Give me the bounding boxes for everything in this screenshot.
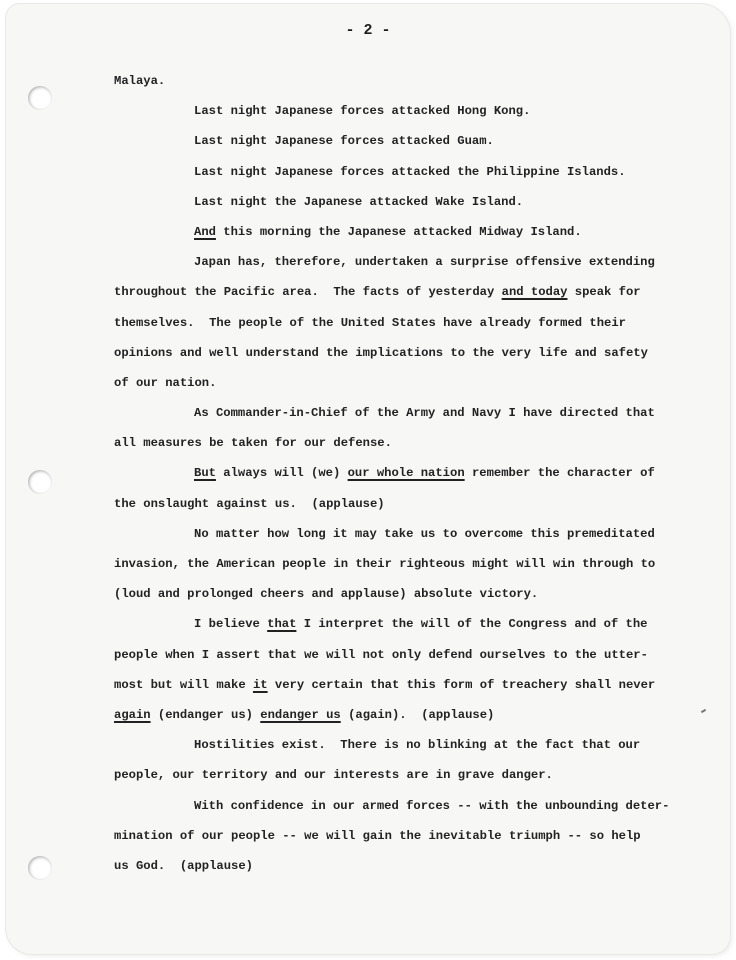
text-line <box>114 519 704 549</box>
text-segment: Last night Japanese forces attacked the Philippine Islands. <box>194 164 626 179</box>
text-segment: of our nation. <box>114 375 217 390</box>
page-number: - 2 - <box>345 22 391 39</box>
text-segment: (again). (applause) <box>340 707 495 722</box>
text-line <box>114 458 704 488</box>
underlined-text: again <box>114 707 151 722</box>
text-line <box>114 187 704 217</box>
underlined-text: endanger us <box>260 707 341 722</box>
text-line <box>114 670 704 700</box>
text-segment: themselves. The people of the United States have already formed their <box>114 315 626 330</box>
text-segment: throughout the Pacific area. The facts of yesterday <box>114 285 502 300</box>
text-line <box>114 308 704 338</box>
text-segment: Hostilities exist. There is no blinking at the fact that our <box>194 738 641 753</box>
text-line <box>114 247 704 277</box>
text-line <box>114 277 704 307</box>
text-line <box>114 791 704 821</box>
text-segment: most but will make <box>114 677 253 692</box>
text-segment: invasion, the American people in their righteous might will win through to <box>114 557 656 571</box>
text-segment: I believe <box>194 617 268 632</box>
text-line <box>114 96 704 126</box>
text-segment: I interpret the will of the Congress and of the <box>296 617 648 632</box>
text-segment: (loud and prolonged cheers and applause) absolute victory. <box>114 587 539 602</box>
underlined-text: And <box>194 224 216 239</box>
text-line <box>114 609 704 639</box>
text-line <box>114 338 704 368</box>
text-line <box>114 851 704 881</box>
text-line <box>114 368 704 398</box>
underlined-text: But <box>194 466 216 481</box>
text-line <box>114 157 704 187</box>
text-segment: the onslaught against us. (applause) <box>114 496 385 511</box>
punch-hole-top <box>28 86 52 110</box>
underlined-text: and today <box>501 285 568 300</box>
text-line <box>114 640 704 670</box>
text-segment: Last night Japanese forces attacked Hong Kong. <box>194 104 531 119</box>
text-segment: always will (we) <box>215 466 348 481</box>
text-line <box>114 489 704 519</box>
speech-text <box>114 66 704 881</box>
text-line <box>114 760 704 790</box>
document-page <box>6 4 730 954</box>
text-segment: Malaya. <box>114 74 166 88</box>
underlined-text: our whole nation <box>347 466 465 481</box>
text-line <box>114 730 704 760</box>
text-segment: Last night Japanese forces attacked Guam. <box>194 134 494 149</box>
text-segment: As Commander-in-Chief of the Army and Navy I have directed that <box>194 406 655 421</box>
punch-hole-middle <box>28 470 52 494</box>
text-segment: No matter how long it may take us to overcome this premeditated <box>194 526 655 541</box>
text-line <box>114 398 704 428</box>
underlined-text: it <box>252 677 268 692</box>
text-line <box>114 428 704 458</box>
text-segment: mination of our people -- we will gain the inevitable triumph -- so help <box>114 828 641 843</box>
text-segment: people when I assert that we will not only defend ourselves to the utter- <box>114 647 648 662</box>
text-segment: remember the character of <box>464 466 655 481</box>
text-line <box>114 700 704 730</box>
text-segment: this morning the Japanese attacked Midway Island. <box>215 224 582 239</box>
text-segment: opinions and well understand the implications to the very life and safety <box>114 345 648 360</box>
underlined-text: that <box>267 617 297 632</box>
text-segment: people, our territory and our interests are in grave danger. <box>114 768 553 783</box>
text-segment: very certain that this form of treachery shall never <box>267 677 656 692</box>
text-segment: us God. (applause) <box>114 858 253 873</box>
text-line <box>114 579 704 609</box>
text-line <box>114 821 704 851</box>
text-segment: Last night the Japanese attacked Wake Island. <box>194 194 524 209</box>
text-segment: (endanger us) <box>150 707 261 722</box>
text-segment: With confidence in our armed forces -- with the unbounding deter- <box>194 798 670 813</box>
text-segment: all measures be taken for our defense. <box>114 436 392 451</box>
punch-hole-bottom <box>28 856 52 880</box>
text-segment: speak for <box>567 285 641 300</box>
text-line <box>114 217 704 247</box>
text-segment: Japan has, therefore, undertaken a surprise offensive extending <box>194 255 655 270</box>
text-line <box>114 549 704 579</box>
text-line <box>114 66 704 96</box>
text-line <box>114 126 704 156</box>
